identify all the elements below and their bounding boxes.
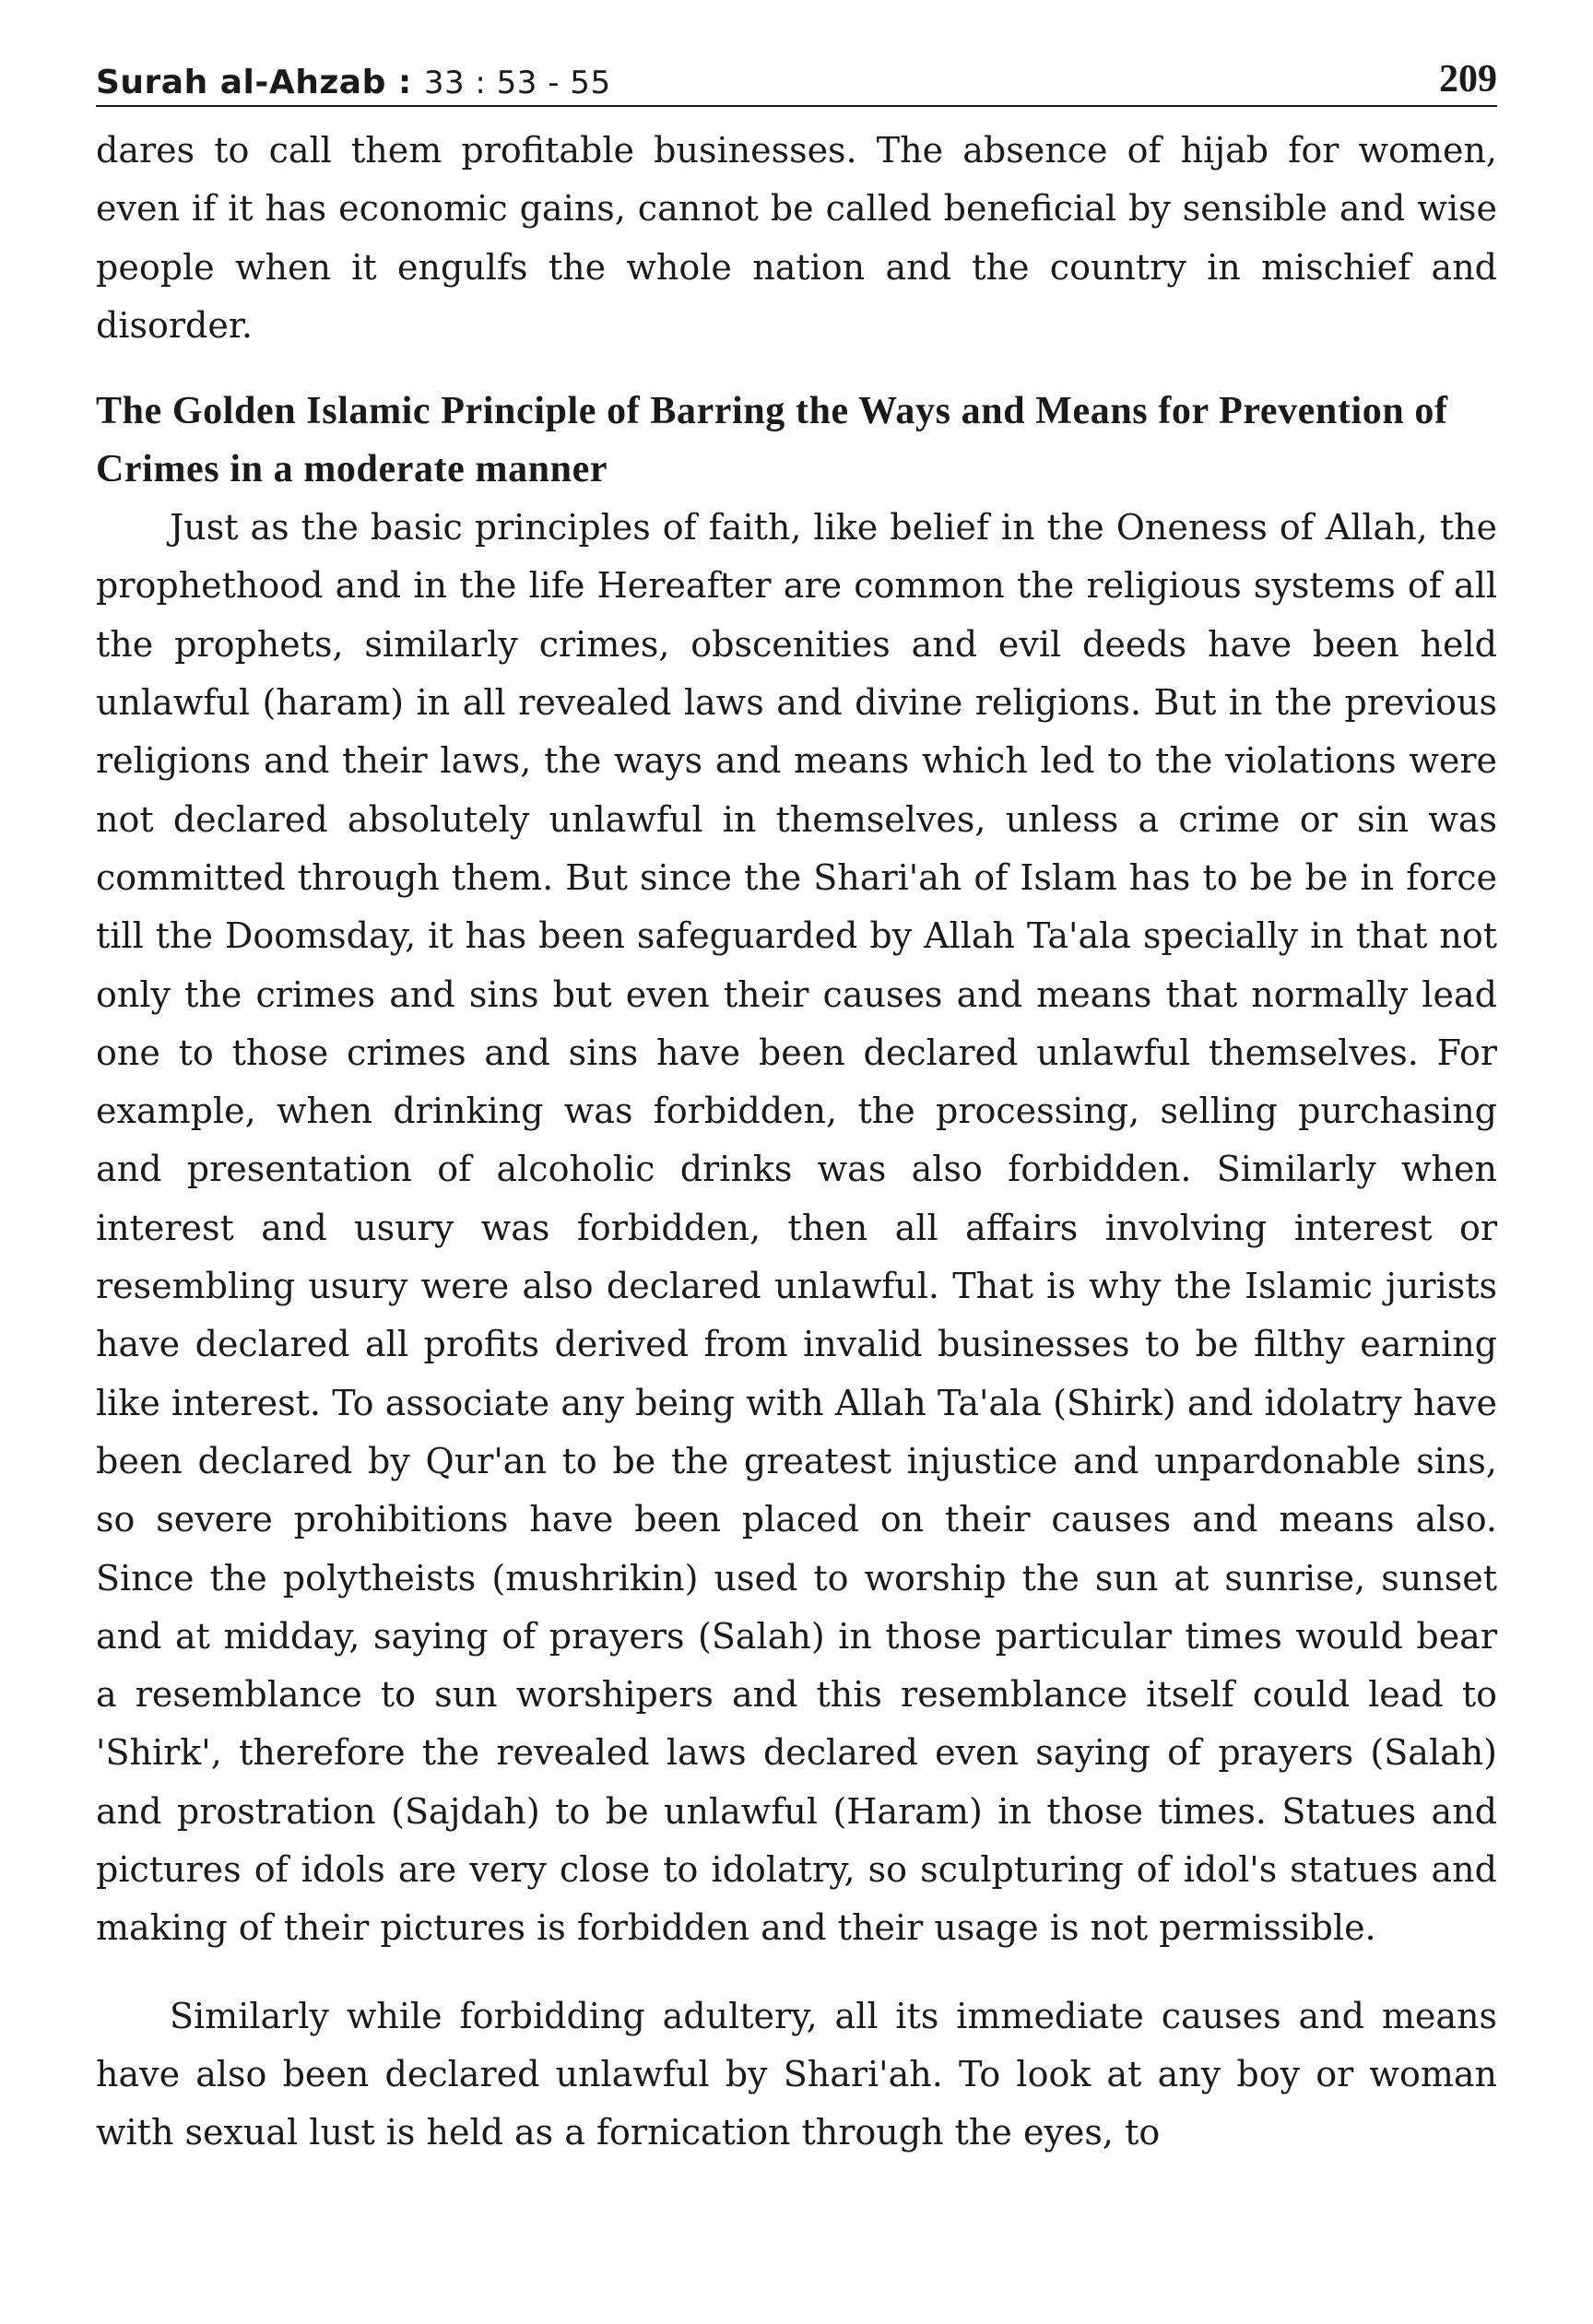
running-header <box>96 48 1497 107</box>
paragraph-adultery: Similarly while forbidding adultery, all its immediate causes and means have also been declared unlawful by Shari'ah. To look at any boy or woman with sexual lust is held as a fornication through the eyes, to <box>96 1995 1497 2153</box>
paragraph-continued: dares to call them profitable businesses. The absence of hijab for women, even if it has economic gains, cannot be called beneficial by sensible and wise people when it engulfs the whole nation and the country in mischief and disorder. <box>96 130 1497 346</box>
page-number: 209 <box>1439 58 1497 100</box>
section-heading: The Golden Islamic Principle of Barring the Ways and Means for Prevention of Crimes in a moderate manner <box>96 390 1448 491</box>
verse-reference: 33 : 53 - 55 <box>423 65 611 101</box>
surah-name: Surah al-Ahzab : <box>96 64 412 101</box>
paragraph-principle: Just as the basic principles of faith, like belief in the Oneness of Allah, the prophethood and in the life Hereafter are common the religious systems of all the prophets, similarly crimes, obscenities and evil deeds have been held unlawful (haram) in all revealed laws and divine religions. But in the previous religions and their laws, the ways and means which led to the violations were not declared absolutely unlawful in themselves, unless a crime or sin was committed through them. But since the Shari'ah of Islam has to be be in force till the Doomsday, it has been safeguarded by Allah Ta'ala specially in that not only the crimes and sins but even their causes and means that normally lead one to those crimes and sins have been declared unlawful themselves. For example, when drinking was forbidden, the processing, selling purchasing and presentation of alcoholic drinks was also forbidden. Similarly when interest and usury was forbidden, then all affairs involving interest or resembling usury were also declared unlawful. That is why the Islamic jurists have declared all profits derived from invalid businesses to be filthy earning like interest. To associate any being with Allah Ta'ala (Shirk) and idolatry have been declared by Qur'an to be the greatest injustice and unpardonable sins, so severe prohibitions have been placed on their causes and means also. Since the polytheists (mushrikin) used to worship the sun at sunrise, sunset and at midday, saying of prayers (Salah) in those particular times would bear a resemblance to sun worshipers and this resemblance itself could lead to 'Shirk', therefore the revealed laws declared even saying of prayers (Salah) and prostration (Sajdah) to be unlawful (Haram) in those times. Statues and pictures of idols are very close to idolatry, so sculpturing of idol's statues and making of their pictures is forbidden and their usage is not permissible. <box>96 507 1497 1949</box>
book-page <box>96 48 1497 2163</box>
running-title <box>96 64 611 101</box>
